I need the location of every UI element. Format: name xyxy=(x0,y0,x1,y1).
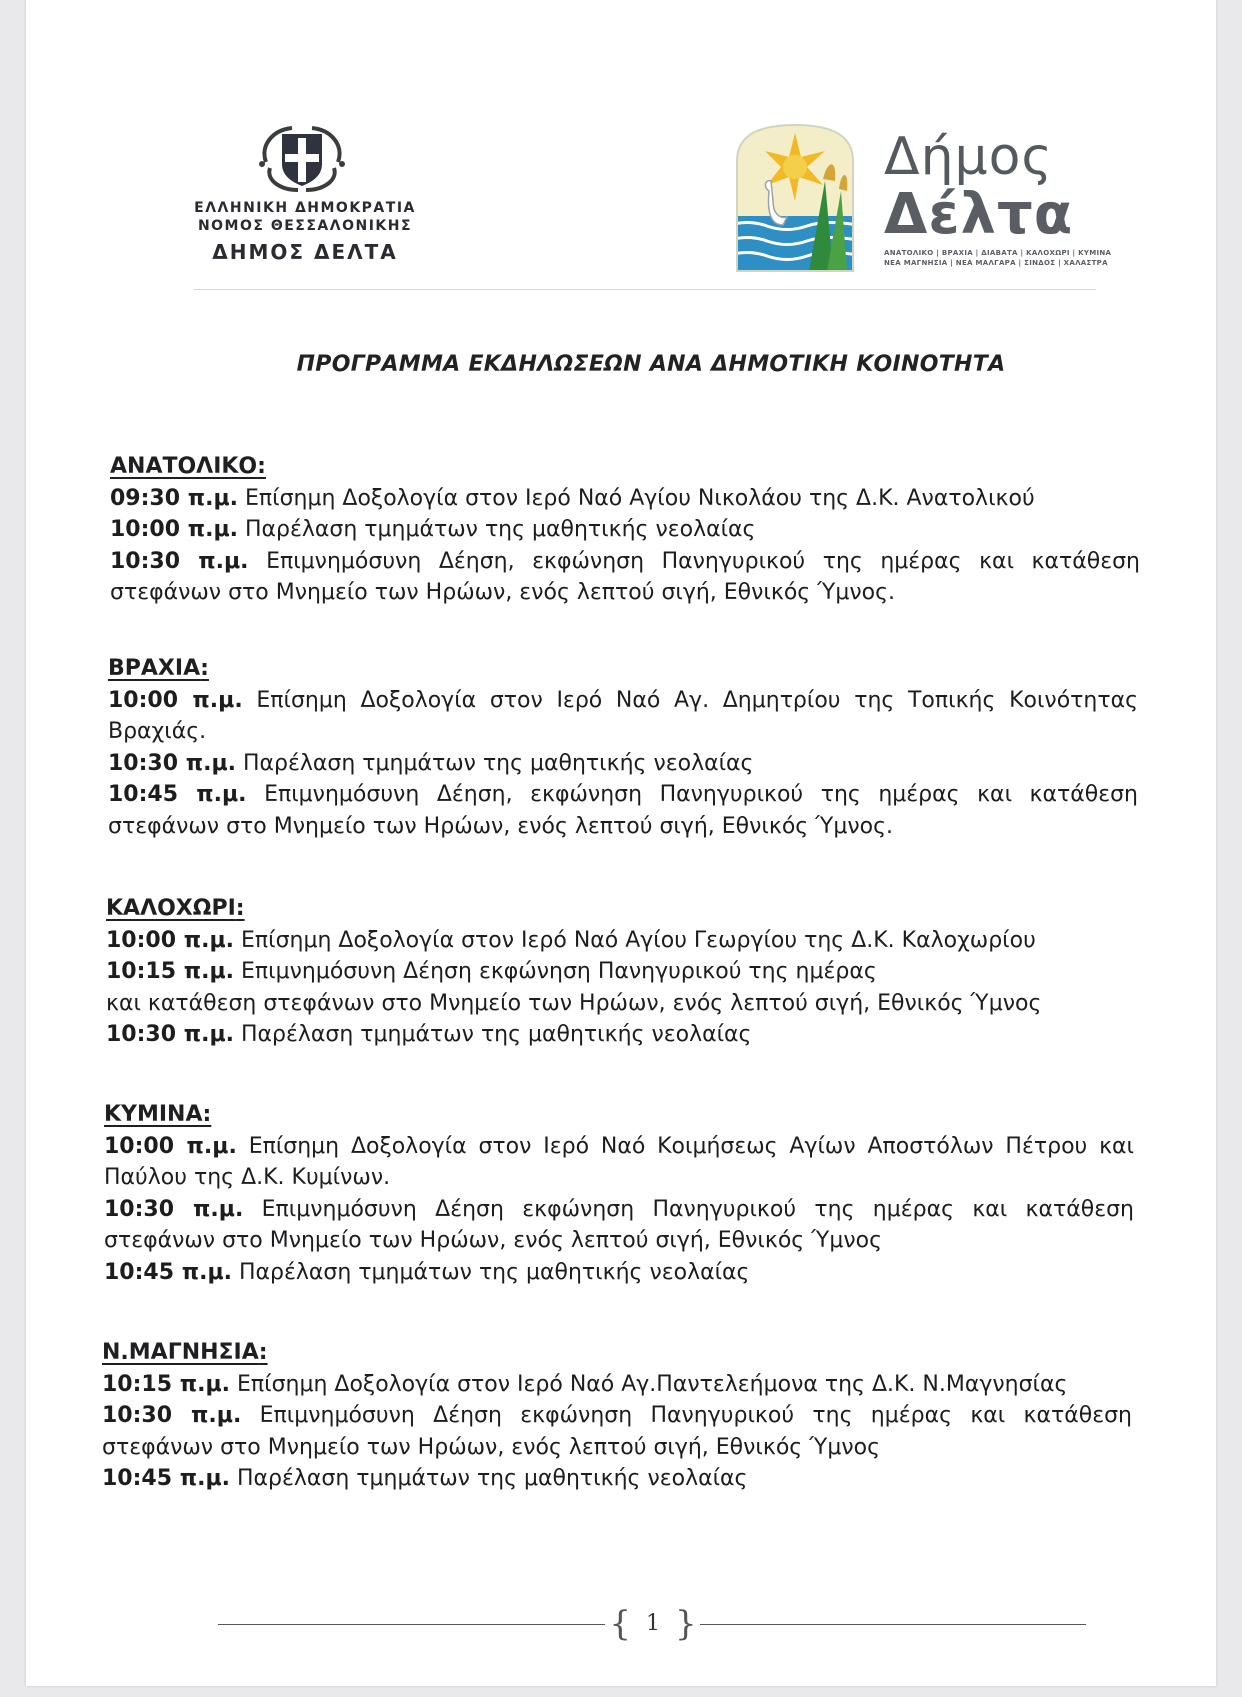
schedule-line xyxy=(108,685,1138,748)
delta-municipality-logo-icon xyxy=(727,121,863,278)
schedule-line xyxy=(102,1463,1132,1495)
section-colon: : xyxy=(258,1340,268,1365)
event-text: Επίσημη Δοξολογία στον Ιερό Ναό Κοιμήσεως Αγίων Αποστόλων Πέτρου και Παύλου της Δ.Κ. Κυμίνων. xyxy=(104,1133,1135,1190)
page-number-box xyxy=(605,1604,701,1648)
event-time: 10:15 π.μ. xyxy=(106,959,234,984)
schedule-line xyxy=(106,925,1136,957)
schedule-line xyxy=(102,1400,1132,1463)
section-name: ΒΡΑΧΙΑ xyxy=(108,656,201,681)
event-time: 10:30 π.μ. xyxy=(110,548,249,574)
section-colon: : xyxy=(200,656,209,681)
section-heading xyxy=(106,893,1136,925)
event-time: 10:00 π.μ. xyxy=(110,517,238,542)
event-text: Επιμνημόσυνη Δέηση εκφώνηση Πανηγυρικού της ημέρας xyxy=(241,959,877,984)
section-heading xyxy=(110,451,1140,483)
event-time: 10:45 π.μ. xyxy=(102,1466,230,1491)
event-time: 10:30 π.μ. xyxy=(106,1022,234,1047)
event-text: και κατάθεση στεφάνων στο Μνημείο των Ηρώων, ενός λεπτού σιγή, Εθνικός Ύμνος xyxy=(106,990,1042,1016)
section-anatoliko xyxy=(110,451,1140,609)
section-colon: : xyxy=(235,896,245,921)
event-text: Επίσημη Δοξολογία στον Ιερό Ναό Αγίου Νικολάου της Δ.Κ. Ανατολικού xyxy=(245,485,1035,511)
section-heading xyxy=(104,1099,1134,1131)
section-heading xyxy=(108,653,1138,685)
section-colon: : xyxy=(202,1102,212,1127)
event-text: Παρέλαση τμημάτων της μαθητικής νεολαίας xyxy=(239,1259,750,1285)
schedule-line xyxy=(110,483,1140,515)
brand-wordmark xyxy=(884,128,1124,268)
event-time: 10:15 π.μ. xyxy=(102,1371,230,1397)
brand-line-1: Δήμος xyxy=(884,127,1053,187)
schedule-line xyxy=(106,988,1136,1020)
schedule-line xyxy=(108,748,1138,780)
event-text: Επίσημη Δοξολογία στον Ιερό Ναό Αγ. Δημητρίου της Τοπικής Κοινότητας Βραχιάς. xyxy=(108,687,1139,744)
section-heading xyxy=(102,1337,1132,1369)
event-text: Παρέλαση τμημάτων της μαθητικής νεολαίας xyxy=(241,1022,752,1047)
section-kymina xyxy=(104,1099,1134,1288)
event-text: Επιμνημόσυνη Δέηση εκφώνηση Πανηγυρικού της ημέρας και κατάθεση στεφάνων στο Μνημείο των Ηρώων, ενός λεπτού σιγή, Εθνικός Ύμνος xyxy=(102,1403,1133,1460)
schedule-line xyxy=(104,1194,1134,1257)
schedule-line xyxy=(106,956,1136,988)
document-page xyxy=(26,0,1216,1686)
footer-rule-right xyxy=(700,1624,1086,1625)
greek-coat-of-arms-icon xyxy=(252,124,352,194)
event-time: 10:45 π.μ. xyxy=(104,1259,232,1285)
issuer-block xyxy=(166,199,444,264)
issuer-line-prefecture: ΝΟΜΟΣ ΘΕΣΣΑΛΟΝΙΚΗΣ xyxy=(197,218,413,234)
page-number: 1 xyxy=(646,1611,660,1636)
event-text: Παρέλαση τμημάτων της μαθητικής νεολαίας xyxy=(245,517,756,542)
document-title: ΠΡΟΓΡΑΜΜΑ ΕΚΔΗΛΩΣΕΩΝ ΑΝΑ ΔΗΜΟΤΙΚΗ ΚΟΙΝΟΤΗΤΑ xyxy=(296,352,1006,377)
brand-towns: ΑΝΑΤΟΛΙΚΟ | ΒΡΑΧΙΑ | ΔΙΑΒΑΤΑ | ΚΑΛΟΧΩΡΙ | ΚΥΜΙΝΑ ΝΕΑ ΜΑΓΝΗΣΙΑ | ΝΕΑ ΜΑΛΓΑΡΑ | ΣΙΝΔΟΣ | ΧΑΛΑΣΤΡΑ xyxy=(884,249,1112,267)
schedule-line xyxy=(102,1369,1132,1401)
section-name: ΚΑΛΟΧΩΡΙ xyxy=(106,896,236,921)
schedule-line xyxy=(110,514,1140,546)
issuer-line-state: ΕΛΛΗΝΙΚΗ ΔΗΜΟΚΡΑΤΙΑ xyxy=(194,200,416,216)
section-name: Ν.ΜΑΓΝΗΣΙΑ xyxy=(102,1340,259,1365)
event-time: 10:00 π.μ. xyxy=(106,927,234,953)
event-time: 10:00 π.μ. xyxy=(108,687,243,713)
event-text: Επιμνημόσυνη Δέηση εκφώνηση Πανηγυρικού της ημέρας και κατάθεση στεφάνων στο Μνημείο των Ηρώων, ενός λεπτού σιγή, Εθνικός Ύμνος xyxy=(104,1196,1135,1253)
left-bracket-icon: { xyxy=(609,1604,631,1644)
event-text: Παρέλαση τμημάτων της μαθητικής νεολαίας xyxy=(243,750,754,776)
event-time: 10:00 π.μ. xyxy=(104,1133,237,1159)
section-name: ΑΝΑΤΟΛΙΚΟ xyxy=(110,454,258,479)
section-n-magnisia xyxy=(102,1337,1132,1495)
event-text: Επιμνημόσυνη Δέηση, εκφώνηση Πανηγυρικού της ημέρας και κατάθεση στεφάνων στο Μνημείο των Ηρώων, ενός λεπτού σιγή, Εθνικός Ύμνος. xyxy=(110,548,1140,605)
event-text: Επίσημη Δοξολογία στον Ιερό Ναό Αγ.Παντελεήμονα της Δ.Κ. Ν.Μαγνησίας xyxy=(237,1371,1068,1397)
event-time: 10:30 π.μ. xyxy=(102,1403,242,1428)
section-name: ΚΥΜΙΝΑ xyxy=(104,1102,203,1127)
event-time: 10:45 π.μ. xyxy=(108,782,247,807)
event-time: 09:30 π.μ. xyxy=(110,485,238,511)
event-text: Επίσημη Δοξολογία στον Ιερό Ναό Αγίου Γεωργίου της Δ.Κ. Καλοχωρίου xyxy=(241,927,1036,953)
issuer-line-municipality: ΔΗΜΟΣ ΔΕΛΤΑ xyxy=(212,240,398,264)
event-time: 10:30 π.μ. xyxy=(108,750,236,776)
event-text: Επιμνημόσυνη Δέηση, εκφώνηση Πανηγυρικού της ημέρας και κατάθεση στεφάνων στο Μνημείο των Ηρώων, ενός λεπτού σιγή, Εθνικός Ύμνος. xyxy=(108,782,1138,839)
schedule-line xyxy=(104,1257,1134,1289)
schedule-line xyxy=(104,1131,1134,1194)
footer-rule-left xyxy=(218,1624,605,1625)
section-vrachia xyxy=(108,653,1138,842)
section-kalochori xyxy=(106,893,1136,1051)
event-text: Παρέλαση τμημάτων της μαθητικής νεολαίας xyxy=(237,1466,748,1491)
event-time: 10:30 π.μ. xyxy=(104,1196,244,1222)
brand-line-2: Δέλτα xyxy=(884,182,1074,247)
header-divider xyxy=(194,289,1096,290)
schedule-line xyxy=(110,546,1140,609)
schedule-line xyxy=(108,779,1138,842)
schedule-line xyxy=(106,1019,1136,1051)
right-bracket-icon: } xyxy=(675,1604,697,1644)
section-colon: : xyxy=(257,454,266,479)
